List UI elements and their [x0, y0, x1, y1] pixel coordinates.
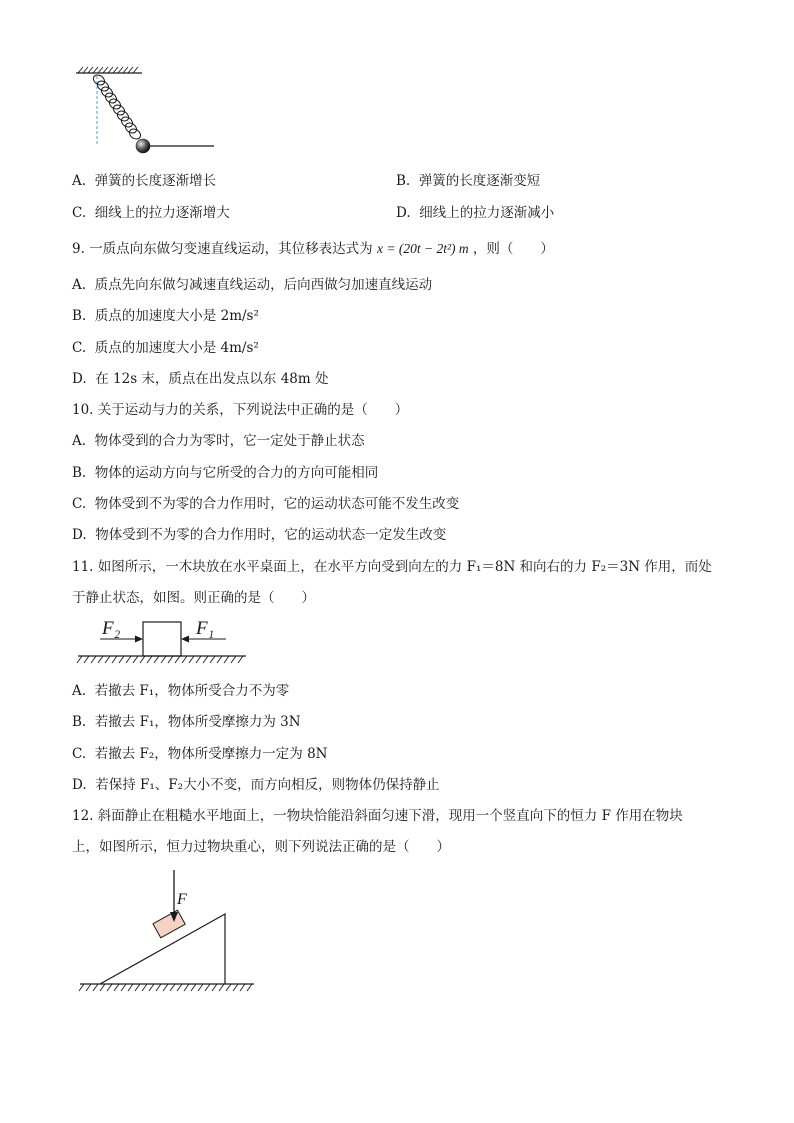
spring — [92, 73, 143, 141]
ball — [136, 139, 150, 153]
q8-option-d — [396, 204, 554, 222]
incline-figure — [76, 866, 261, 1002]
q11-stem-line1 — [72, 558, 712, 576]
question-stem-part1: 一质点向东做匀变速直线运动，其位移表达式为 — [89, 241, 373, 257]
option-letter: B. — [72, 308, 87, 324]
q9-stem — [72, 240, 554, 258]
q11-stem-line2: 于静止状态，如图。则正确的是（ ） — [72, 590, 315, 606]
q10-option-b — [72, 464, 378, 482]
option-letter: B. — [72, 465, 87, 481]
q9-option-a — [72, 276, 432, 294]
option-text: 若撤去 F₂，物体所受摩擦力一定为 8N — [94, 746, 328, 762]
option-text: 质点先向东做匀减速直线运动，后向西做匀加速直线运动 — [94, 277, 433, 293]
option-letter: A. — [72, 433, 87, 449]
option-letter: C. — [72, 340, 87, 356]
q9-option-d — [72, 370, 329, 388]
force-label-f1: F₁ — [196, 618, 215, 639]
option-text: 物体受到的合力为零时，它一定处于静止状态 — [94, 433, 365, 449]
q8-option-a — [72, 172, 216, 190]
question-number: 12. — [72, 808, 94, 824]
option-letter: A. — [72, 277, 87, 293]
question-number: 9. — [72, 241, 85, 257]
option-letter: D. — [72, 371, 87, 387]
question-stem-part2: ，则（ ） — [472, 241, 554, 257]
option-letter: C. — [72, 496, 87, 512]
option-letter: C. — [72, 746, 87, 762]
spring-figure — [70, 66, 230, 166]
option-letter: D. — [72, 777, 87, 793]
option-text: 质点的加速度大小是 4m/s² — [94, 340, 259, 356]
force-label-f: F — [177, 891, 187, 908]
question-number: 10. — [72, 402, 94, 418]
question-number: 11. — [72, 559, 94, 575]
option-text: 若撤去 F₁，物体所受合力不为零 — [94, 683, 290, 699]
q8-option-b — [396, 172, 540, 190]
q10-option-d — [72, 526, 446, 544]
question-stem: 斜面静止在粗糙水平地面上，一物块恰能沿斜面匀速下滑，现用一个竖直向下的恒力 F 作用在物块 — [97, 808, 683, 824]
q10-option-c — [72, 495, 459, 513]
option-letter: C. — [72, 205, 87, 221]
question-stem: 关于运动与力的关系，下列说法中正确的是（ ） — [97, 402, 409, 418]
option-letter: B. — [396, 173, 411, 189]
q9-option-b — [72, 307, 259, 325]
force-label-f2: F₂ — [102, 618, 121, 639]
option-letter: D. — [396, 205, 411, 221]
question-stem: 如图所示，一木块放在水平桌面上，在水平方向受到向左的力 F₁＝8N 和向右的力 F₂＝3N 作用，而处 — [97, 559, 712, 575]
q10-option-a — [72, 432, 365, 450]
option-text: 若保持 F₁、F₂大小不变，而方向相反，则物体仍保持静止 — [95, 777, 440, 793]
option-text: 若撤去 F₁，物体所受摩擦力为 3N — [94, 714, 301, 730]
option-text: 弹簧的长度逐渐变短 — [418, 173, 541, 189]
option-text: 物体受到不为零的合力作用时，它的运动状态一定发生改变 — [95, 527, 447, 543]
option-text: 细线上的拉力逐渐增大 — [94, 205, 230, 221]
option-text: 细线上的拉力逐渐减小 — [419, 205, 555, 221]
q11-option-b — [72, 713, 301, 731]
option-text: 在 12s 末，质点在出发点以东 48m 处 — [95, 371, 329, 387]
q8-option-c — [72, 204, 230, 222]
wooden-block — [143, 622, 181, 656]
option-letter: D. — [72, 527, 87, 543]
q12-stem-line1 — [72, 807, 683, 825]
option-letter: A. — [72, 173, 87, 189]
displacement-formula: x = (20t − 2t²) m — [376, 241, 469, 256]
q12-stem-line2: 上，如图所示，恒力过物块重心，则下列说法正确的是（ ） — [72, 839, 450, 855]
q9-option-c — [72, 339, 259, 357]
option-letter: B. — [72, 714, 87, 730]
option-text: 质点的加速度大小是 2m/s² — [94, 308, 259, 324]
q11-option-a — [72, 682, 289, 700]
option-text: 物体的运动方向与它所受的合力的方向可能相同 — [94, 465, 379, 481]
option-letter: A. — [72, 683, 87, 699]
block-forces-figure — [76, 617, 248, 669]
q10-stem — [72, 401, 408, 419]
option-text: 物体受到不为零的合力作用时，它的运动状态可能不发生改变 — [94, 496, 460, 512]
q11-option-d — [72, 776, 440, 794]
q11-option-c — [72, 745, 328, 763]
block-on-incline — [153, 910, 185, 938]
option-text: 弹簧的长度逐渐增长 — [94, 173, 217, 189]
